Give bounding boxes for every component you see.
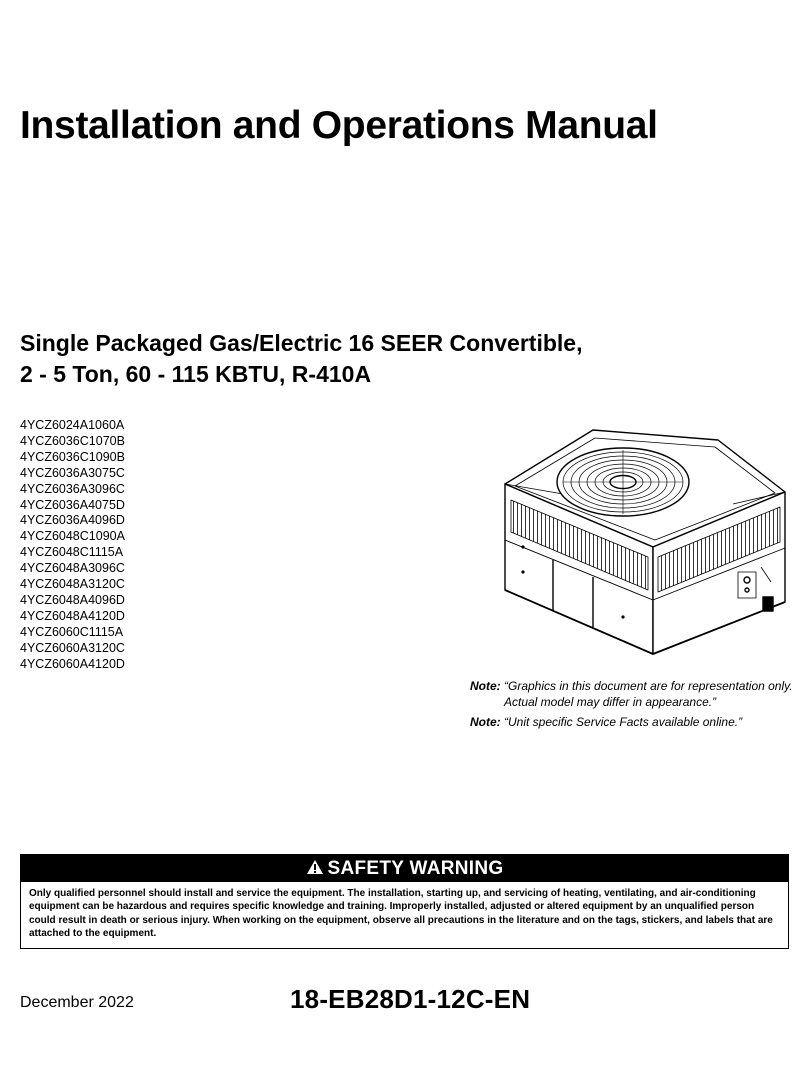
model-number: 4YCZ6024A1060A (20, 418, 125, 432)
model-number: 4YCZ6048C1090A (20, 529, 125, 544)
safety-warning-text: Only qualified personnel should install and service the equipment. The installation, starting up, and servicing of heating, ventilating, and air-conditioning equipment can be hazardous and requires specific knowledge and training. Improperly installed, adjusted or altered equipment by an unqualified person could result in death or serious injury. When working on the equipment, observe all precautions in the literature and on the tags, stickers, and labels that are attached to the equipment. (29, 888, 773, 940)
model-number: 4YCZ6048C1115A (20, 545, 124, 560)
model-number: 4YCZ6060C1115A (20, 624, 124, 639)
model-number: 4YCZ6048A4096D (20, 592, 125, 607)
model-number: 4YCZ6048A3096C (20, 561, 125, 576)
subtitle-line-2: 2 - 5 Ton, 60 - 115 KBTU, R-410A (20, 361, 372, 387)
model-number: 4YCZ6048A4120D (20, 608, 125, 623)
document-title: Installation and Operations Manual (20, 104, 658, 147)
note-service-facts (470, 714, 800, 730)
model-number: 4YCZ6036C1090B (20, 449, 125, 464)
document-number: 18-EB28D1-12C-EN (290, 984, 531, 1014)
model-number: 4YCZ6048A3120C (20, 577, 125, 592)
subtitle-line-1: Single Packaged Gas/Electric 16 SEER Convertible, (20, 330, 583, 356)
model-number: 4YCZ6036A4096D (20, 513, 125, 528)
safety-warning-heading: SAFETY WARNING (327, 858, 504, 879)
note-label: Note: (470, 715, 501, 729)
model-number: 4YCZ6060A4120D (20, 656, 125, 671)
model-number: 4YCZ6036A3096C (20, 481, 125, 496)
model-number: 4YCZ6060A3120C (20, 640, 125, 655)
model-number: 4YCZ6036A3075C (20, 465, 125, 480)
note-text: “Unit specific Service Facts available online.” (504, 715, 743, 729)
note-label: Note: (470, 679, 501, 693)
notes (470, 678, 800, 734)
publication-date: December 2022 (20, 994, 134, 1011)
safety-warning-header (21, 855, 788, 882)
warning-triangle-icon (306, 859, 324, 875)
model-number: 4YCZ6036A4075D (20, 497, 125, 512)
model-number-list (20, 418, 125, 673)
packaged-unit-illustration (493, 422, 793, 680)
document-subtitle (20, 328, 582, 390)
safety-warning-box (20, 854, 789, 949)
model-number: 4YCZ6036C1070B (20, 433, 125, 448)
note-text: “Graphics in this document are for representation only. Actual model may differ in appearance.” (504, 679, 793, 709)
note-representation (470, 678, 800, 710)
